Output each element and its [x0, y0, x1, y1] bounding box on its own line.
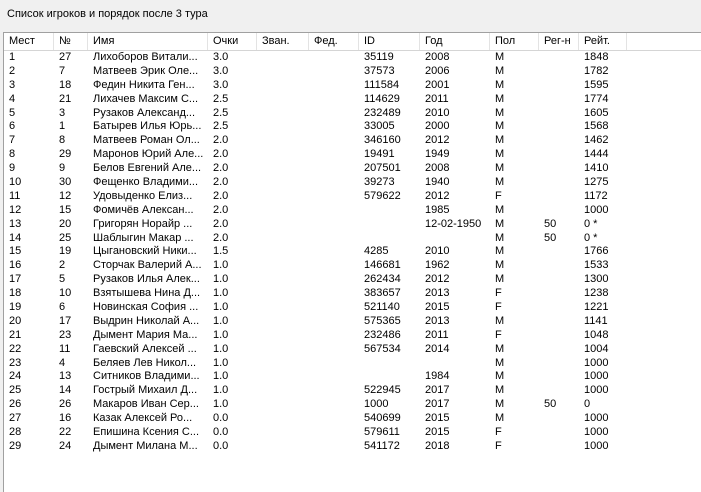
col-rating-cell: 1000 — [584, 412, 609, 425]
col-number-cell: 3 — [59, 106, 66, 119]
col-rating-cell: 1238 — [584, 287, 609, 300]
table-row[interactable] — [4, 412, 701, 426]
col-name-cell: Лихоборов Витали... — [93, 51, 198, 63]
table-row[interactable] — [4, 65, 701, 79]
col-number-cell: 15 — [59, 203, 72, 216]
col-points-cell: 3.0 — [213, 78, 229, 91]
col-year-cell: 2011 — [425, 92, 449, 105]
col-year-cell: 2008 — [425, 162, 450, 175]
col-id-cell: 39273 — [364, 176, 395, 189]
col-number-cell: 13 — [59, 370, 72, 383]
col-rating-cell: 1275 — [584, 176, 609, 189]
header-col-points[interactable]: Очки — [208, 33, 257, 50]
col-year-cell: 2017 — [425, 398, 450, 411]
col-place-cell: 17 — [9, 273, 22, 286]
col-points-cell: 2.0 — [213, 134, 229, 147]
col-year-cell: 2010 — [425, 106, 450, 119]
col-points-cell: 1.0 — [213, 356, 229, 369]
col-rating-cell: 1782 — [584, 64, 609, 77]
col-points-cell: 2.0 — [213, 189, 229, 202]
col-place-cell: 12 — [9, 203, 22, 216]
col-points-cell: 1.0 — [213, 273, 229, 286]
col-points-cell: 1.0 — [213, 398, 229, 411]
col-region-cell: 50 — [544, 231, 557, 244]
col-rating-cell: 1000 — [584, 426, 609, 439]
col-sex-cell: F — [495, 439, 502, 452]
table-row[interactable] — [4, 440, 701, 454]
col-name-cell: Белов Евгений Але... — [93, 162, 202, 175]
col-place-cell: 10 — [9, 176, 22, 189]
col-region-cell: 50 — [544, 217, 557, 230]
col-name-cell: Беляев Лев Никол... — [93, 356, 197, 369]
col-name-cell: Лихачев Максим С... — [93, 92, 199, 105]
table-row[interactable] — [4, 426, 701, 440]
col-rating-cell: 1000 — [584, 356, 609, 369]
col-points-cell: 1.0 — [213, 384, 229, 397]
col-number-cell: 27 — [59, 51, 72, 63]
col-place-cell: 11 — [9, 189, 21, 202]
col-year-cell: 2006 — [425, 64, 450, 77]
col-sex-cell: M — [495, 245, 505, 258]
players-list-view[interactable] — [3, 32, 701, 492]
col-rating-cell: 1444 — [584, 148, 609, 161]
col-place-cell: 25 — [9, 384, 22, 397]
col-points-cell: 3.0 — [213, 64, 229, 77]
col-points-cell: 2.5 — [213, 92, 229, 105]
col-points-cell: 1.0 — [213, 328, 229, 341]
col-sex-cell: M — [495, 342, 505, 355]
col-id-cell: 1000 — [364, 398, 389, 411]
col-rating-cell: 1605 — [584, 106, 609, 119]
col-points-cell: 1.5 — [213, 245, 229, 258]
col-name-cell: Фещенко Владими... — [93, 176, 199, 189]
col-id-cell: 4285 — [364, 245, 389, 258]
col-number-cell: 26 — [59, 398, 72, 411]
col-number-cell: 11 — [59, 342, 71, 355]
col-number-cell: 5 — [59, 273, 66, 286]
col-id-cell: 521140 — [364, 301, 400, 314]
col-points-cell: 1.0 — [213, 287, 229, 300]
table-row[interactable] — [4, 134, 701, 148]
col-place-cell: 14 — [9, 231, 22, 244]
col-rating-cell: 1000 — [584, 203, 609, 216]
col-year-cell: 1984 — [425, 370, 450, 383]
col-sex-cell: M — [495, 120, 505, 133]
col-year-cell: 2015 — [425, 426, 450, 439]
col-number-cell: 9 — [59, 162, 66, 175]
col-points-cell: 1.0 — [213, 259, 229, 272]
col-points-cell: 2.5 — [213, 120, 229, 133]
col-name-cell: Ситников Владими... — [93, 370, 200, 383]
col-rating-cell: 1000 — [584, 384, 609, 397]
col-year-cell: 12-02-1950 — [425, 217, 482, 230]
table-row[interactable] — [4, 232, 701, 246]
col-name-cell: Матвеев Эрик Оле... — [93, 64, 199, 77]
col-year-cell: 2012 — [425, 273, 450, 286]
col-year-cell: 2013 — [425, 287, 450, 300]
col-place-cell: 23 — [9, 356, 22, 369]
col-points-cell: 2.0 — [213, 203, 229, 216]
table-row[interactable] — [4, 343, 701, 357]
col-sex-cell: M — [495, 314, 505, 327]
col-sex-cell: M — [495, 134, 505, 147]
col-place-cell: 2 — [9, 64, 16, 77]
table-row[interactable] — [4, 93, 701, 107]
col-number-cell: 17 — [59, 314, 72, 327]
col-points-cell: 2.0 — [213, 162, 229, 175]
table-row[interactable] — [4, 204, 701, 218]
col-rating-cell: 1774 — [584, 92, 609, 105]
col-name-cell: Рузаков Илья Алек... — [93, 273, 200, 286]
col-place-cell: 21 — [9, 328, 22, 341]
col-place-cell: 1 — [9, 51, 16, 63]
col-number-cell: 23 — [59, 328, 72, 341]
table-row[interactable] — [4, 162, 701, 176]
col-id-cell: 383657 — [364, 287, 401, 300]
col-sex-cell: F — [495, 301, 502, 314]
col-id-cell: 111584 — [364, 78, 400, 91]
col-place-cell: 8 — [9, 148, 16, 161]
col-id-cell: 579611 — [364, 426, 400, 439]
col-sex-cell: F — [495, 426, 502, 439]
col-year-cell: 1949 — [425, 148, 450, 161]
col-number-cell: 16 — [59, 412, 72, 425]
col-place-cell: 24 — [9, 370, 22, 383]
table-row[interactable] — [4, 384, 701, 398]
col-number-cell: 12 — [59, 189, 72, 202]
col-points-cell: 0.0 — [213, 426, 229, 439]
col-id-cell: 35119 — [364, 51, 394, 63]
list-caption: Список игроков и порядок после 3 тура — [7, 8, 208, 20]
col-place-cell: 26 — [9, 398, 22, 411]
col-points-cell: 3.0 — [213, 51, 229, 63]
col-points-cell: 1.0 — [213, 314, 229, 327]
col-sex-cell: M — [495, 217, 505, 230]
col-sex-cell: M — [495, 176, 505, 189]
col-rating-cell: 1533 — [584, 259, 609, 272]
col-year-cell: 2018 — [425, 439, 450, 452]
col-sex-cell: F — [495, 189, 502, 202]
col-name-cell: Матвеев Роман Ол... — [93, 134, 200, 147]
col-number-cell: 18 — [59, 78, 72, 91]
col-year-cell: 1962 — [425, 259, 450, 272]
col-points-cell: 2.0 — [213, 231, 229, 244]
col-id-cell: 540699 — [364, 412, 401, 425]
col-id-cell: 541172 — [364, 439, 400, 452]
col-sex-cell: M — [495, 273, 505, 286]
col-rating-cell: 1172 — [584, 189, 608, 202]
table-row[interactable] — [4, 245, 701, 259]
col-id-cell: 232489 — [364, 106, 401, 119]
col-year-cell: 2010 — [425, 245, 450, 258]
header-col-year[interactable]: Год — [420, 33, 490, 50]
col-place-cell: 6 — [9, 120, 16, 133]
table-row[interactable] — [4, 107, 701, 121]
col-year-cell: 2014 — [425, 342, 450, 355]
col-year-cell: 2015 — [425, 301, 450, 314]
col-year-cell: 2012 — [425, 189, 450, 202]
col-rating-cell: 0 * — [584, 217, 598, 230]
col-rating-cell: 1595 — [584, 78, 609, 91]
header-col-id[interactable]: ID — [359, 33, 420, 50]
col-place-cell: 15 — [9, 245, 22, 258]
table-row[interactable] — [4, 287, 701, 301]
col-sex-cell: M — [495, 106, 505, 119]
table-row[interactable] — [4, 51, 701, 65]
col-rating-cell: 1848 — [584, 51, 609, 63]
col-name-cell: Новинская София ... — [93, 301, 199, 314]
header-col-region[interactable]: Рег-н — [539, 33, 579, 50]
col-rating-cell: 1048 — [584, 328, 609, 341]
col-sex-cell: M — [495, 51, 505, 63]
col-rating-cell: 1568 — [584, 120, 609, 133]
col-number-cell: 4 — [59, 356, 66, 369]
col-id-cell: 262434 — [364, 273, 401, 286]
col-number-cell: 6 — [59, 301, 66, 314]
col-sex-cell: M — [495, 203, 505, 216]
col-sex-cell: M — [495, 162, 505, 175]
col-id-cell: 232486 — [364, 328, 401, 341]
col-name-cell: Макаров Иван Сер... — [93, 398, 199, 411]
col-points-cell: 2.0 — [213, 176, 229, 189]
col-number-cell: 25 — [59, 231, 72, 244]
list-header — [4, 33, 701, 51]
col-number-cell: 30 — [59, 176, 72, 189]
col-place-cell: 27 — [9, 412, 22, 425]
col-sex-cell: M — [495, 78, 505, 91]
col-place-cell: 16 — [9, 259, 22, 272]
col-sex-cell: M — [495, 64, 505, 77]
col-year-cell: 2012 — [425, 134, 450, 147]
col-sex-cell: M — [495, 92, 505, 105]
col-points-cell: 2.0 — [213, 217, 229, 230]
col-name-cell: Взятышева Нина Д... — [93, 287, 201, 300]
col-id-cell: 579622 — [364, 189, 401, 202]
col-points-cell: 0.0 — [213, 439, 229, 452]
col-points-cell: 2.5 — [213, 106, 229, 119]
col-sex-cell: M — [495, 398, 505, 411]
col-name-cell: Дымент Мария Ма... — [93, 328, 198, 341]
col-year-cell: 1985 — [425, 203, 450, 216]
table-row[interactable] — [4, 315, 701, 329]
col-place-cell: 3 — [9, 78, 16, 91]
col-name-cell: Григорян Норайр ... — [93, 217, 193, 230]
col-year-cell: 2001 — [425, 78, 450, 91]
col-year-cell: 2000 — [425, 120, 450, 133]
table-row[interactable] — [4, 301, 701, 315]
col-sex-cell: M — [495, 231, 505, 244]
col-id-cell: 114629 — [364, 92, 400, 105]
col-name-cell: Фомичёв Алексан... — [93, 203, 194, 216]
col-place-cell: 9 — [9, 162, 16, 175]
col-place-cell: 7 — [9, 134, 16, 147]
col-number-cell: 22 — [59, 426, 72, 439]
col-number-cell: 29 — [59, 148, 72, 161]
col-name-cell: Выдрин Николай А... — [93, 314, 200, 327]
col-sex-cell: F — [495, 328, 502, 341]
col-id-cell: 146681 — [364, 259, 401, 272]
header-col-title[interactable]: Зван. — [257, 33, 309, 50]
col-points-cell: 2.0 — [213, 148, 229, 161]
col-id-cell: 567534 — [364, 342, 401, 355]
col-number-cell: 1 — [59, 120, 66, 133]
col-sex-cell: M — [495, 370, 505, 383]
col-place-cell: 18 — [9, 287, 22, 300]
table-row[interactable] — [4, 218, 701, 232]
col-number-cell: 8 — [59, 134, 66, 147]
header-col-number[interactable]: № — [54, 33, 88, 50]
table-row[interactable] — [4, 120, 701, 134]
col-sex-cell: M — [495, 412, 505, 425]
col-sex-cell: F — [495, 287, 502, 300]
col-rating-cell: 1410 — [584, 162, 609, 175]
col-points-cell: 1.0 — [213, 370, 229, 383]
table-row[interactable] — [4, 176, 701, 190]
col-rating-cell: 0 * — [584, 231, 598, 244]
col-year-cell: 2017 — [425, 384, 450, 397]
col-id-cell: 522945 — [364, 384, 401, 397]
col-rating-cell: 1221 — [584, 301, 609, 314]
col-rating-cell: 1300 — [584, 273, 609, 286]
col-rating-cell: 1004 — [584, 342, 609, 355]
col-name-cell: Удовыденко Елиз... — [93, 189, 193, 202]
table-row[interactable] — [4, 79, 701, 93]
col-year-cell: 2008 — [425, 51, 450, 63]
col-name-cell: Цыгановский Ники... — [93, 245, 197, 258]
list-body — [4, 51, 701, 454]
col-name-cell: Батырев Илья Юрь... — [93, 120, 202, 133]
col-name-cell: Федин Никита Ген... — [93, 78, 195, 91]
header-col-federation[interactable]: Фед. — [309, 33, 359, 50]
header-col-name[interactable]: Имя — [88, 33, 208, 50]
col-number-cell: 21 — [59, 92, 72, 105]
col-place-cell: 19 — [9, 301, 22, 314]
table-row[interactable] — [4, 370, 701, 384]
col-number-cell: 2 — [59, 259, 66, 272]
table-row[interactable] — [4, 329, 701, 343]
col-id-cell: 37573 — [364, 64, 395, 77]
col-place-cell: 29 — [9, 439, 22, 452]
col-sex-cell: M — [495, 148, 505, 161]
col-number-cell: 20 — [59, 217, 72, 230]
col-year-cell: 2015 — [425, 412, 450, 425]
col-points-cell: 1.0 — [213, 301, 229, 314]
col-number-cell: 7 — [59, 64, 66, 77]
col-place-cell: 20 — [9, 314, 22, 327]
col-number-cell: 24 — [59, 439, 72, 452]
col-name-cell: Казак Алексей Ро... — [93, 412, 193, 425]
col-rating-cell: 1000 — [584, 439, 609, 452]
col-id-cell: 207501 — [364, 162, 401, 175]
col-name-cell: Дымент Милана М... — [93, 439, 198, 452]
table-row[interactable] — [4, 148, 701, 162]
col-name-cell: Шаблыгин Макар ... — [93, 231, 194, 244]
col-place-cell: 4 — [9, 92, 16, 105]
col-sex-cell: M — [495, 384, 505, 397]
col-year-cell: 2013 — [425, 314, 450, 327]
col-place-cell: 22 — [9, 342, 22, 355]
table-row[interactable] — [4, 190, 701, 204]
col-sex-cell: M — [495, 259, 505, 272]
col-rating-cell: 1141 — [584, 314, 608, 327]
col-rating-cell: 1766 — [584, 245, 609, 258]
col-name-cell: Сторчак Валерий А... — [93, 259, 202, 272]
col-id-cell: 346160 — [364, 134, 401, 147]
col-name-cell: Маронов Юрий Але... — [93, 148, 204, 161]
col-rating-cell: 1462 — [584, 134, 609, 147]
col-name-cell: Гаевский Алексей ... — [93, 342, 197, 355]
col-year-cell: 1940 — [425, 176, 450, 189]
col-id-cell: 575365 — [364, 314, 401, 327]
header-col-rating[interactable]: Рейт. — [579, 33, 627, 50]
col-place-cell: 28 — [9, 426, 22, 439]
table-row[interactable] — [4, 259, 701, 273]
col-rating-cell: 1000 — [584, 370, 609, 383]
col-number-cell: 19 — [59, 245, 72, 258]
col-rating-cell: 0 — [584, 398, 591, 411]
col-sex-cell: M — [495, 356, 505, 369]
col-id-cell: 33005 — [364, 120, 395, 133]
header-col-sex[interactable]: Пол — [490, 33, 539, 50]
col-year-cell: 2011 — [425, 328, 449, 341]
table-row[interactable] — [4, 273, 701, 287]
col-points-cell: 1.0 — [213, 342, 229, 355]
col-name-cell: Рузаков Александ... — [93, 106, 196, 119]
col-region-cell: 50 — [544, 398, 557, 411]
table-row[interactable] — [4, 357, 701, 371]
col-id-cell: 19491 — [364, 148, 395, 161]
col-number-cell: 10 — [59, 287, 72, 300]
col-points-cell: 0.0 — [213, 412, 229, 425]
header-col-place[interactable]: Мест — [4, 33, 54, 50]
col-number-cell: 14 — [59, 384, 72, 397]
col-name-cell: Епишина Ксения С... — [93, 426, 200, 439]
col-place-cell: 13 — [9, 217, 22, 230]
table-row[interactable] — [4, 398, 701, 412]
col-name-cell: Гострый Михаил Д... — [93, 384, 198, 397]
col-place-cell: 5 — [9, 106, 16, 119]
